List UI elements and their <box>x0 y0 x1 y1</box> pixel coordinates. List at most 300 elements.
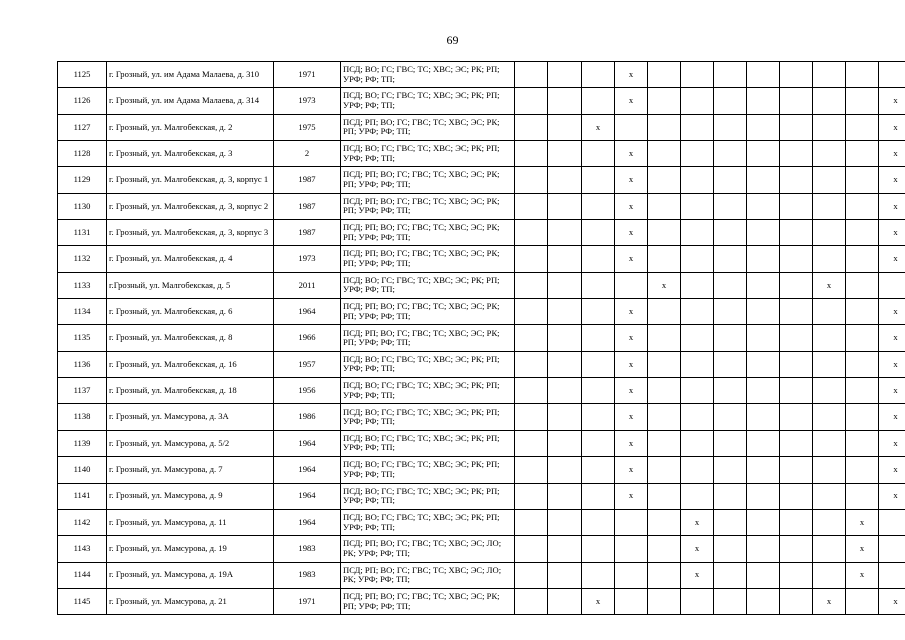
row-number: 1140 <box>58 457 107 483</box>
table-row <box>58 220 905 246</box>
table-row <box>58 378 905 404</box>
systems-cell: ПСД; ВО; ГС; ГВС; ТС; ХВС; ЭС; РК; РП; УРФ; РФ; ТП; <box>341 272 515 298</box>
mark-cell <box>846 457 879 483</box>
mark-cell <box>548 562 582 588</box>
mark-cell <box>648 193 681 219</box>
mark-cell <box>747 404 780 430</box>
address-cell: г. Грозный, ул. Малгобекская, д. 16 <box>107 351 274 377</box>
year-cell: 1983 <box>274 536 341 562</box>
mark-cell <box>813 325 846 351</box>
mark-cell <box>648 483 681 509</box>
mark-cell <box>780 562 813 588</box>
mark-cell <box>515 325 548 351</box>
mark-cell: x <box>615 62 648 88</box>
mark-cell <box>813 88 846 114</box>
mark-cell <box>813 404 846 430</box>
row-number: 1135 <box>58 325 107 351</box>
systems-cell: ПСД; ВО; ГС; ГВС; ТС; ХВС; ЭС; РК; РП; УРФ; РФ; ТП; <box>341 483 515 509</box>
mark-cell: x <box>681 562 714 588</box>
mark-cell <box>846 299 879 325</box>
mark-cell <box>548 167 582 193</box>
table-row <box>58 272 905 298</box>
mark-cell <box>846 272 879 298</box>
year-cell: 1987 <box>274 220 341 246</box>
mark-cell <box>515 88 548 114</box>
mark-cell <box>780 167 813 193</box>
year-cell: 1973 <box>274 246 341 272</box>
address-cell: г. Грозный, ул. им Адама Малаева, д. 314 <box>107 88 274 114</box>
mark-cell <box>714 88 747 114</box>
mark-cell <box>615 562 648 588</box>
mark-cell <box>813 378 846 404</box>
mark-cell <box>780 220 813 246</box>
year-cell: 1966 <box>274 325 341 351</box>
mark-cell <box>747 62 780 88</box>
mark-cell: x <box>582 114 615 140</box>
mark-cell <box>615 272 648 298</box>
year-cell: 1964 <box>274 483 341 509</box>
address-cell: г. Грозный, ул. Малгобекская, д. 3 <box>107 141 274 167</box>
mark-cell <box>648 509 681 535</box>
mark-cell <box>747 193 780 219</box>
mark-cell: x <box>846 562 879 588</box>
address-cell: г. Грозный, ул. Мамсурова, д. 9 <box>107 483 274 509</box>
year-cell: 1975 <box>274 114 341 140</box>
systems-cell: ПСД; ВО; ГС; ГВС; ТС; ХВС; ЭС; РК; РП; УРФ; РФ; ТП; <box>341 62 515 88</box>
address-cell: г. Грозный, ул. Мамсурова, д. 11 <box>107 509 274 535</box>
row-number: 1141 <box>58 483 107 509</box>
year-cell: 1971 <box>274 62 341 88</box>
mark-cell <box>515 588 548 614</box>
address-cell: г. Грозный, ул. Мамсурова, д. 7 <box>107 457 274 483</box>
mark-cell <box>714 62 747 88</box>
mark-cell <box>648 378 681 404</box>
mark-cell <box>879 272 905 298</box>
mark-cell <box>780 325 813 351</box>
mark-cell <box>747 457 780 483</box>
mark-cell <box>813 483 846 509</box>
mark-cell <box>548 246 582 272</box>
mark-cell <box>681 114 714 140</box>
mark-cell: x <box>879 141 905 167</box>
mark-cell <box>648 88 681 114</box>
systems-cell: ПСД; ВО; ГС; ГВС; ТС; ХВС; ЭС; РК; РП; УРФ; РФ; ТП; <box>341 457 515 483</box>
mark-cell: x <box>615 430 648 456</box>
mark-cell <box>846 483 879 509</box>
mark-cell: x <box>879 588 905 614</box>
year-cell: 1987 <box>274 167 341 193</box>
mark-cell: x <box>879 457 905 483</box>
mark-cell <box>515 404 548 430</box>
year-cell: 1964 <box>274 430 341 456</box>
mark-cell <box>548 536 582 562</box>
mark-cell <box>681 404 714 430</box>
address-cell: г. Грозный, ул. Мамсурова, д. 21 <box>107 588 274 614</box>
mark-cell <box>582 193 615 219</box>
mark-cell <box>714 588 747 614</box>
mark-cell <box>813 220 846 246</box>
mark-cell <box>780 299 813 325</box>
mark-cell: x <box>879 167 905 193</box>
mark-cell <box>548 193 582 219</box>
mark-cell <box>747 220 780 246</box>
mark-cell <box>681 325 714 351</box>
mark-cell <box>846 325 879 351</box>
mark-cell <box>747 430 780 456</box>
mark-cell <box>780 193 813 219</box>
table-row <box>58 430 905 456</box>
mark-cell <box>879 509 905 535</box>
mark-cell <box>515 272 548 298</box>
year-cell: 2011 <box>274 272 341 298</box>
mark-cell <box>681 193 714 219</box>
row-number: 1130 <box>58 193 107 219</box>
mark-cell <box>780 404 813 430</box>
mark-cell <box>846 588 879 614</box>
mark-cell <box>582 246 615 272</box>
mark-cell <box>515 167 548 193</box>
mark-cell <box>582 562 615 588</box>
row-number: 1143 <box>58 536 107 562</box>
mark-cell <box>714 246 747 272</box>
table-row <box>58 509 905 535</box>
year-cell: 2 <box>274 141 341 167</box>
mark-cell <box>548 299 582 325</box>
mark-cell <box>648 141 681 167</box>
mark-cell <box>747 325 780 351</box>
mark-cell <box>747 299 780 325</box>
mark-cell <box>714 272 747 298</box>
mark-cell <box>681 246 714 272</box>
page-number: 69 <box>446 33 459 47</box>
mark-cell <box>582 536 615 562</box>
mark-cell <box>582 299 615 325</box>
table-row <box>58 114 905 140</box>
table-row <box>58 404 905 430</box>
table-row <box>58 588 905 614</box>
year-cell: 1957 <box>274 351 341 377</box>
mark-cell <box>582 483 615 509</box>
mark-cell <box>714 325 747 351</box>
mark-cell <box>548 378 582 404</box>
mark-cell <box>747 351 780 377</box>
mark-cell <box>714 299 747 325</box>
mark-cell <box>846 88 879 114</box>
address-cell: г. Грозный, ул. Мамсурова, д. 19А <box>107 562 274 588</box>
mark-cell <box>548 351 582 377</box>
mark-cell <box>582 220 615 246</box>
year-cell: 1971 <box>274 588 341 614</box>
mark-cell <box>648 62 681 88</box>
systems-cell: ПСД; ВО; ГС; ГВС; ТС; ХВС; ЭС; РК; РП; УРФ; РФ; ТП; <box>341 378 515 404</box>
mark-cell: x <box>615 141 648 167</box>
mark-cell <box>780 351 813 377</box>
mark-cell <box>780 246 813 272</box>
mark-cell: x <box>879 299 905 325</box>
mark-cell: x <box>681 509 714 535</box>
systems-cell: ПСД; РП; ВО; ГС; ГВС; ТС; ХВС; ЭС; РК; РП; УРФ; РФ; ТП; <box>341 246 515 272</box>
row-number: 1144 <box>58 562 107 588</box>
mark-cell <box>813 562 846 588</box>
address-cell: г. Грозный, ул. Малгобекская, д. 2 <box>107 114 274 140</box>
mark-cell <box>813 457 846 483</box>
mark-cell <box>780 483 813 509</box>
mark-cell <box>780 430 813 456</box>
row-number: 1125 <box>58 62 107 88</box>
year-cell: 1986 <box>274 404 341 430</box>
mark-cell: x <box>615 325 648 351</box>
mark-cell <box>648 430 681 456</box>
mark-cell <box>582 404 615 430</box>
mark-cell <box>681 588 714 614</box>
row-number: 1145 <box>58 588 107 614</box>
mark-cell <box>780 88 813 114</box>
mark-cell <box>846 378 879 404</box>
row-number: 1127 <box>58 114 107 140</box>
systems-cell: ПСД; РП; ВО; ГС; ГВС; ТС; ХВС; ЭС; РК; РП; УРФ; РФ; ТП; <box>341 588 515 614</box>
mark-cell <box>681 378 714 404</box>
table-row <box>58 246 905 272</box>
mark-cell <box>548 62 582 88</box>
systems-cell: ПСД; РП; ВО; ГС; ГВС; ТС; ХВС; ЭС; РК; РП; УРФ; РФ; ТП; <box>341 167 515 193</box>
mark-cell: x <box>879 88 905 114</box>
mark-cell <box>747 88 780 114</box>
mark-cell <box>813 430 846 456</box>
mark-cell <box>548 325 582 351</box>
address-cell: г. Грозный, ул. Мамсурова, д. 19 <box>107 536 274 562</box>
mark-cell: x <box>879 114 905 140</box>
row-number: 1138 <box>58 404 107 430</box>
table-row <box>58 536 905 562</box>
mark-cell <box>548 483 582 509</box>
mark-cell <box>582 325 615 351</box>
mark-cell <box>846 141 879 167</box>
mark-cell <box>780 457 813 483</box>
mark-cell <box>648 167 681 193</box>
mark-cell <box>681 299 714 325</box>
mark-cell <box>648 562 681 588</box>
table-row <box>58 457 905 483</box>
mark-cell <box>681 351 714 377</box>
year-cell: 1964 <box>274 299 341 325</box>
mark-cell <box>582 167 615 193</box>
mark-cell <box>681 430 714 456</box>
mark-cell: x <box>615 404 648 430</box>
mark-cell <box>780 141 813 167</box>
mark-cell <box>813 246 846 272</box>
mark-cell: x <box>615 193 648 219</box>
table-body <box>58 62 905 615</box>
address-cell: г. Грозный, ул. Мамсурова, д. 3А <box>107 404 274 430</box>
mark-cell <box>747 141 780 167</box>
mark-cell <box>515 299 548 325</box>
table-row <box>58 483 905 509</box>
mark-cell <box>515 62 548 88</box>
mark-cell <box>813 62 846 88</box>
systems-cell: ПСД; РП; ВО; ГС; ГВС; ТС; ХВС; ЭС; РК; РП; УРФ; РФ; ТП; <box>341 299 515 325</box>
mark-cell <box>515 509 548 535</box>
mark-cell <box>714 167 747 193</box>
mark-cell <box>615 509 648 535</box>
mark-cell <box>681 483 714 509</box>
mark-cell <box>714 193 747 219</box>
address-cell: г. Грозный, ул. Мамсурова, д. 5/2 <box>107 430 274 456</box>
systems-cell: ПСД; РП; ВО; ГС; ГВС; ТС; ХВС; ЭС; ЛО; РК; УРФ; РФ; ТП; <box>341 536 515 562</box>
mark-cell <box>548 509 582 535</box>
mark-cell <box>681 88 714 114</box>
table-row <box>58 141 905 167</box>
mark-cell: x <box>615 220 648 246</box>
year-cell: 1987 <box>274 193 341 219</box>
row-number: 1134 <box>58 299 107 325</box>
mark-cell <box>582 509 615 535</box>
row-number: 1136 <box>58 351 107 377</box>
mark-cell <box>846 351 879 377</box>
mark-cell <box>681 62 714 88</box>
address-cell: г. Грозный, ул. Малгобекская, д. 8 <box>107 325 274 351</box>
row-number: 1133 <box>58 272 107 298</box>
mark-cell <box>780 272 813 298</box>
mark-cell <box>747 562 780 588</box>
mark-cell <box>747 588 780 614</box>
mark-cell <box>846 220 879 246</box>
mark-cell <box>548 88 582 114</box>
mark-cell: x <box>879 246 905 272</box>
systems-cell: ПСД; ВО; ГС; ГВС; ТС; ХВС; ЭС; РК; РП; УРФ; РФ; ТП; <box>341 351 515 377</box>
housing-register-table <box>57 61 905 615</box>
mark-cell <box>681 272 714 298</box>
table-row <box>58 562 905 588</box>
mark-cell <box>846 62 879 88</box>
mark-cell: x <box>615 167 648 193</box>
table-row <box>58 88 905 114</box>
mark-cell <box>714 509 747 535</box>
mark-cell <box>515 562 548 588</box>
table-row <box>58 325 905 351</box>
mark-cell <box>714 430 747 456</box>
mark-cell <box>515 220 548 246</box>
systems-cell: ПСД; РП; ВО; ГС; ГВС; ТС; ХВС; ЭС; РК; РП; УРФ; РФ; ТП; <box>341 114 515 140</box>
mark-cell <box>813 299 846 325</box>
mark-cell <box>681 167 714 193</box>
mark-cell: x <box>582 588 615 614</box>
mark-cell <box>714 457 747 483</box>
row-number: 1128 <box>58 141 107 167</box>
mark-cell <box>648 325 681 351</box>
mark-cell <box>515 114 548 140</box>
mark-cell <box>780 114 813 140</box>
mark-cell: x <box>813 272 846 298</box>
mark-cell <box>747 167 780 193</box>
address-cell: г. Грозный, ул. Малгобекская, д. 3, корпус 1 <box>107 167 274 193</box>
mark-cell <box>813 141 846 167</box>
mark-cell <box>714 351 747 377</box>
mark-cell: x <box>879 193 905 219</box>
address-cell: г. Грозный, ул. им Адама Малаева, д. 310 <box>107 62 274 88</box>
systems-cell: ПСД; ВО; ГС; ГВС; ТС; ХВС; ЭС; РК; РП; УРФ; РФ; ТП; <box>341 430 515 456</box>
mark-cell: x <box>615 88 648 114</box>
mark-cell <box>681 141 714 167</box>
mark-cell <box>615 536 648 562</box>
mark-cell: x <box>615 299 648 325</box>
mark-cell: x <box>615 378 648 404</box>
mark-cell: x <box>879 430 905 456</box>
mark-cell <box>846 430 879 456</box>
mark-cell <box>747 246 780 272</box>
mark-cell: x <box>879 351 905 377</box>
mark-cell: x <box>879 483 905 509</box>
year-cell: 1973 <box>274 88 341 114</box>
mark-cell <box>648 220 681 246</box>
address-cell: г. Грозный, ул. Малгобекская, д. 18 <box>107 378 274 404</box>
systems-cell: ПСД; РП; ВО; ГС; ГВС; ТС; ХВС; ЭС; РК; РП; УРФ; РФ; ТП; <box>341 193 515 219</box>
year-cell: 1983 <box>274 562 341 588</box>
mark-cell <box>515 193 548 219</box>
mark-cell <box>648 114 681 140</box>
mark-cell <box>548 404 582 430</box>
mark-cell: x <box>879 325 905 351</box>
mark-cell <box>714 378 747 404</box>
mark-cell <box>780 62 813 88</box>
mark-cell <box>714 404 747 430</box>
mark-cell: x <box>615 483 648 509</box>
systems-cell: ПСД; ВО; ГС; ГВС; ТС; ХВС; ЭС; РК; РП; УРФ; РФ; ТП; <box>341 141 515 167</box>
mark-cell <box>747 483 780 509</box>
mark-cell <box>813 167 846 193</box>
year-cell: 1964 <box>274 457 341 483</box>
mark-cell <box>648 299 681 325</box>
mark-cell: x <box>615 246 648 272</box>
row-number: 1129 <box>58 167 107 193</box>
mark-cell <box>780 536 813 562</box>
table-row <box>58 193 905 219</box>
mark-cell <box>714 483 747 509</box>
row-number: 1132 <box>58 246 107 272</box>
mark-cell <box>648 457 681 483</box>
address-cell: г. Грозный, ул. Малгобекская, д. 3, корпус 3 <box>107 220 274 246</box>
mark-cell <box>648 588 681 614</box>
systems-cell: ПСД; РП; ВО; ГС; ГВС; ТС; ХВС; ЭС; РК; РП; УРФ; РФ; ТП; <box>341 220 515 246</box>
mark-cell: x <box>615 457 648 483</box>
mark-cell <box>813 114 846 140</box>
mark-cell <box>515 457 548 483</box>
mark-cell <box>846 114 879 140</box>
year-cell: 1964 <box>274 509 341 535</box>
year-cell: 1956 <box>274 378 341 404</box>
mark-cell <box>548 114 582 140</box>
table-row <box>58 299 905 325</box>
mark-cell <box>747 114 780 140</box>
mark-cell <box>813 509 846 535</box>
mark-cell <box>548 430 582 456</box>
row-number: 1137 <box>58 378 107 404</box>
mark-cell <box>780 378 813 404</box>
mark-cell <box>515 351 548 377</box>
systems-cell: ПСД; ВО; ГС; ГВС; ТС; ХВС; ЭС; РК; РП; УРФ; РФ; ТП; <box>341 509 515 535</box>
address-cell: г. Грозный, ул. Малгобекская, д. 4 <box>107 246 274 272</box>
mark-cell <box>747 378 780 404</box>
mark-cell: x <box>648 272 681 298</box>
mark-cell: x <box>846 536 879 562</box>
table-row <box>58 62 905 88</box>
mark-cell <box>714 114 747 140</box>
mark-cell <box>747 536 780 562</box>
row-number: 1126 <box>58 88 107 114</box>
mark-cell: x <box>879 404 905 430</box>
mark-cell <box>615 114 648 140</box>
mark-cell <box>548 141 582 167</box>
mark-cell <box>747 509 780 535</box>
